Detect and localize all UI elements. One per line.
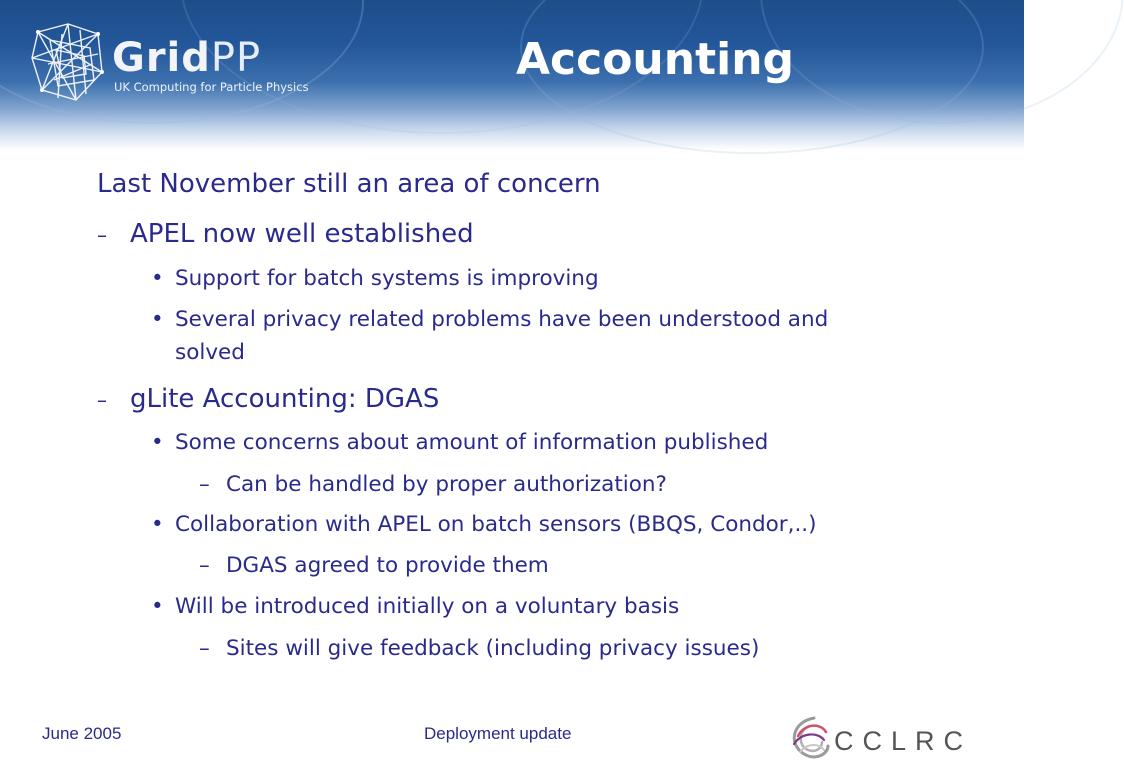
level3-bullet xyxy=(199,472,667,497)
bullet-marker: • xyxy=(151,307,164,332)
bullet-text: DGAS agreed to provide them xyxy=(226,553,549,578)
logo-brand-suffix: PP xyxy=(210,35,262,81)
level2-bullet xyxy=(151,266,599,291)
logo-subtitle: UK Computing for Particle Physics xyxy=(114,80,309,94)
level3-bullet xyxy=(199,553,549,578)
bullet-marker: • xyxy=(151,512,164,537)
bullet-text: Sites will give feedback (including privacy issues) xyxy=(226,636,760,661)
footer-date: June 2005 xyxy=(42,724,122,743)
dash-marker: – xyxy=(199,636,210,661)
bullet-text: Collaboration with APEL on batch sensors (BBQS, Condor,..) xyxy=(175,512,817,537)
level2-bullet xyxy=(151,307,828,332)
bullet-text: Last November still an area of concern xyxy=(97,169,601,199)
bullet-text: APEL now well established xyxy=(130,219,474,249)
cclrc-logo-text: CCLRC xyxy=(834,726,973,756)
bullet-text: Support for batch systems is improving xyxy=(175,266,599,291)
level3-bullet xyxy=(199,636,759,661)
dash-marker: – xyxy=(97,388,107,412)
bullet-text: gLite Accounting: DGAS xyxy=(130,384,440,414)
slide-title: Accounting xyxy=(515,34,795,85)
cclrc-logo xyxy=(784,706,973,766)
level2-bullet xyxy=(151,430,768,455)
dash-marker: – xyxy=(199,553,210,578)
level1-bullet xyxy=(97,384,439,414)
cclrc-swirl-icon xyxy=(794,718,828,757)
level2-bullet xyxy=(151,512,817,537)
bullet-marker: • xyxy=(151,594,164,619)
bullet-text: Several privacy related problems have been understood and xyxy=(175,307,829,332)
footer-title: Deployment update xyxy=(424,724,572,743)
level0-bullet xyxy=(97,169,601,199)
dash-marker: – xyxy=(97,223,107,247)
bullet-continuation: solved xyxy=(175,340,245,365)
bullet-text: Can be handled by proper authorization? xyxy=(226,472,667,497)
bullet-marker: • xyxy=(151,266,164,291)
logo-brand-main: Grid xyxy=(112,35,211,81)
bullet-text: Some concerns about amount of information published xyxy=(175,430,769,455)
dash-marker: – xyxy=(199,472,210,497)
bullet-text: Will be introduced initially on a voluntary basis xyxy=(175,594,680,619)
level2-bullet xyxy=(151,594,679,619)
bullet-marker: • xyxy=(151,430,164,455)
level1-bullet xyxy=(97,219,474,249)
